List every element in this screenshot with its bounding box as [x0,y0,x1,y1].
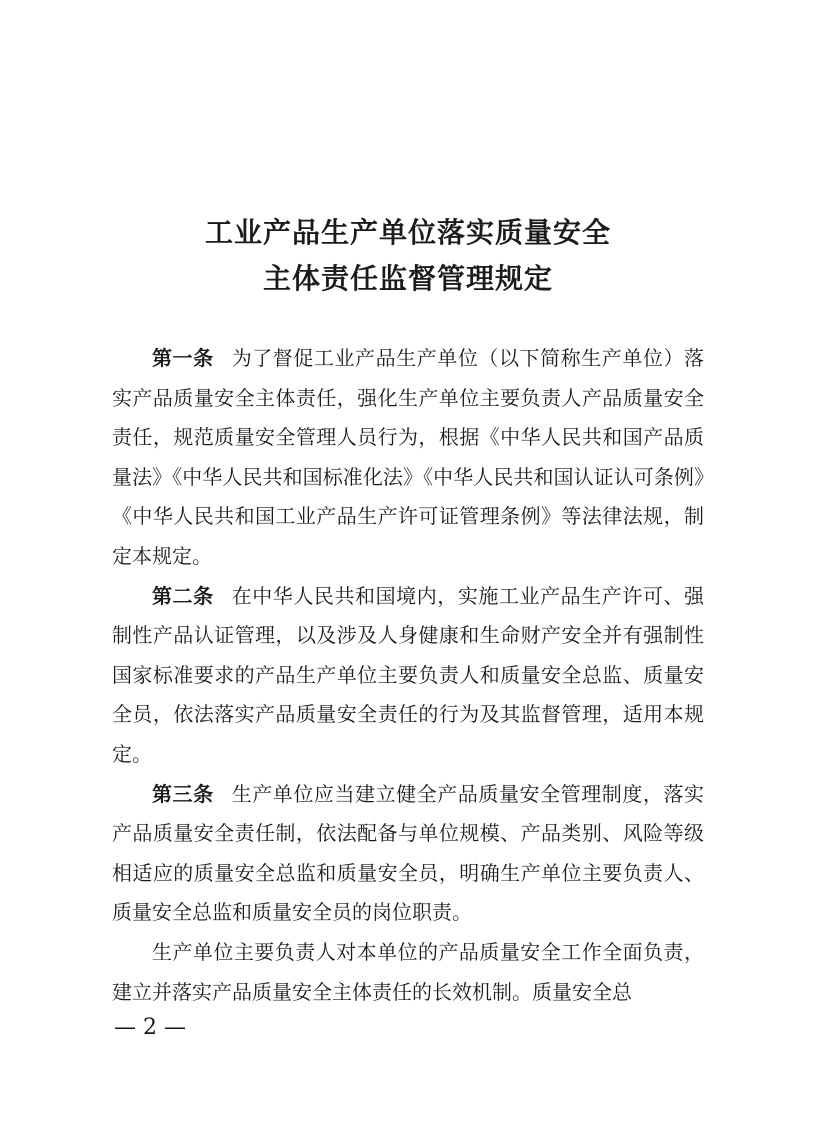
paragraph-article-2 [112,577,704,775]
paragraph-text: 为了督促工业产品生产单位（以下简称生产单位）落实产品质量安全主体责任，强化生产单位主要负责人产品质量安全责任，规范质量安全管理人员行为，根据《中华人民共和国产品质量法》《中华人民共和国标准化法》《中华人民共和国认证认可条例》《中华人民共和国工业产品生产许可证管理条例》等法律法规，制定本规定。 [112,346,705,568]
paragraph-text: 生产单位应当建立健全产品质量安全管理制度，落实产品质量安全责任制，依法配备与单位规模、产品类别、风险等级相适应的质量安全总监和质量安全员，明确生产单位主要负责人、质量安全总监和质量安全员的岗位职责。 [112,781,705,925]
paragraph-article-3 [112,775,704,933]
article-heading: 第二条 [152,583,214,608]
document-title-line-2: 主体责任监督管理规定 [262,262,553,295]
paragraph-text: 在中华人民共和国境内，实施工业产品生产许可、强制性产品认证管理，以及涉及人身健康和生命财产安全并有强制性国家标准要求的产品生产单位主要负责人和质量安全总监、质量安全员，依法落实产品质量安全责任的行为及其监督管理，适用本规定。 [112,583,705,766]
document-body [112,339,704,1012]
article-heading: 第三条 [152,781,214,806]
paragraph-article-1 [112,339,704,577]
article-heading: 第一条 [152,346,214,370]
page-number: — 2 — [114,1015,186,1040]
paragraph-continuation [112,933,704,1012]
document-title-line-1: 工业产品生产单位落实质量安全 [204,216,611,249]
paragraph-text: 生产单位主要负责人对本单位的产品质量安全工作全面负责，建立并落实产品质量安全主体责任的长效机制。质量安全总 [112,939,704,1004]
